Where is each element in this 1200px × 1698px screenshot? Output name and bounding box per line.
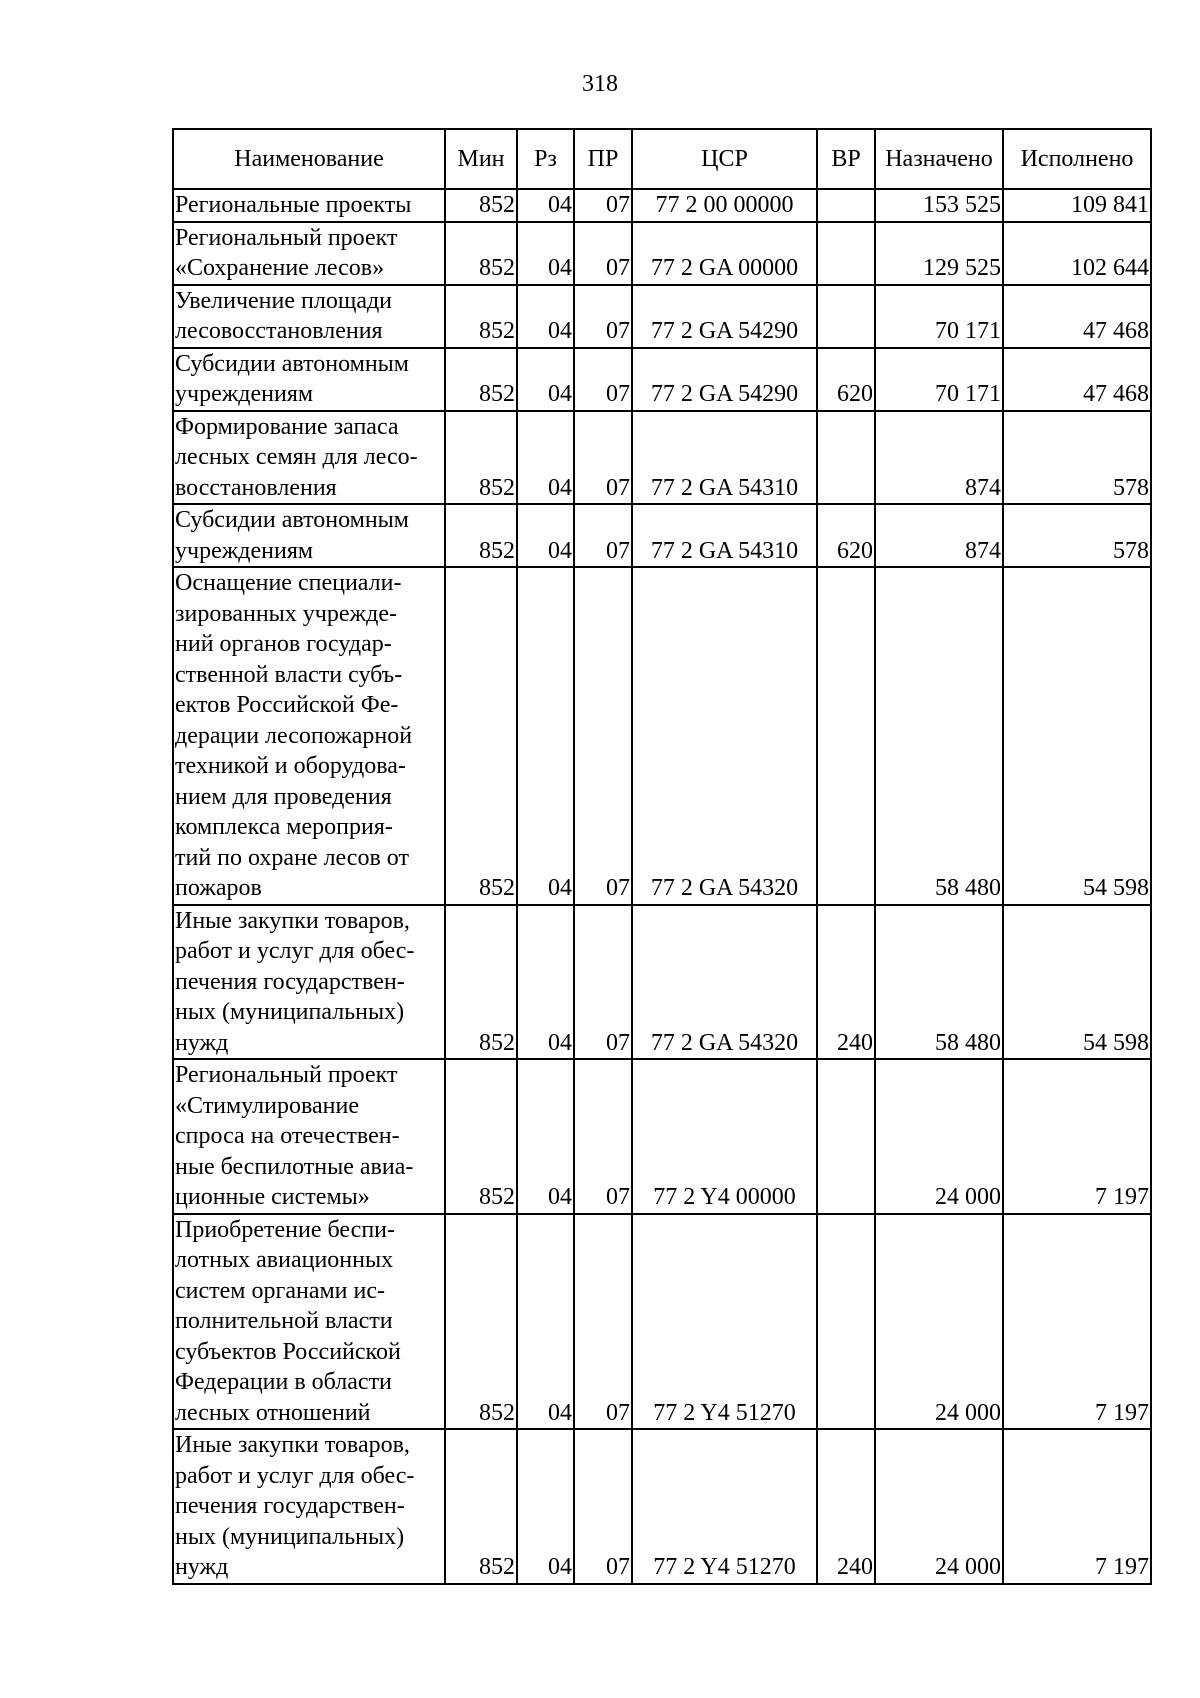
row-vr [817, 189, 875, 222]
header-csr: ЦСР [632, 129, 817, 189]
row-vr [817, 285, 875, 348]
row-name: Региональный проект «Стимулирование спроса на отечествен- ные беспилотные авиа- ционные системы» [173, 1059, 445, 1214]
header-name: Наименование [173, 129, 445, 189]
budget-table [172, 128, 1152, 1585]
row-name: Субсидии автономным учреждениям [173, 504, 445, 567]
row-pr: 07 [574, 567, 632, 905]
row-pr: 07 [574, 285, 632, 348]
row-min: 852 [445, 567, 517, 905]
row-executed: 7 197 [1003, 1059, 1151, 1214]
row-assigned: 874 [875, 504, 1003, 567]
row-csr: 77 2 Y4 51270 [632, 1214, 817, 1430]
row-executed: 102 644 [1003, 222, 1151, 285]
row-csr: 77 2 GA 54320 [632, 905, 817, 1060]
row-assigned: 24 000 [875, 1214, 1003, 1430]
row-name: Региональный проект «Сохранение лесов» [173, 222, 445, 285]
row-executed: 47 468 [1003, 285, 1151, 348]
table-header-row [173, 129, 1151, 189]
table-row [173, 285, 1151, 348]
row-vr: 620 [817, 504, 875, 567]
row-pr: 07 [574, 411, 632, 505]
row-executed: 7 197 [1003, 1429, 1151, 1584]
table-row [173, 905, 1151, 1060]
row-min: 852 [445, 1429, 517, 1584]
row-assigned: 874 [875, 411, 1003, 505]
table-row [173, 1214, 1151, 1430]
row-min: 852 [445, 348, 517, 411]
row-name: Иные закупки товаров, работ и услуг для обес- печения государствен- ных (муниципальных) нужд [173, 905, 445, 1060]
row-assigned: 24 000 [875, 1059, 1003, 1214]
row-rz: 04 [517, 1214, 574, 1430]
row-pr: 07 [574, 1059, 632, 1214]
header-min: Мин [445, 129, 517, 189]
row-executed: 109 841 [1003, 189, 1151, 222]
row-rz: 04 [517, 504, 574, 567]
row-assigned: 153 525 [875, 189, 1003, 222]
row-assigned: 70 171 [875, 285, 1003, 348]
row-name: Региональные проекты [173, 189, 445, 222]
row-rz: 04 [517, 1429, 574, 1584]
row-csr: 77 2 Y4 51270 [632, 1429, 817, 1584]
row-vr [817, 411, 875, 505]
table-row [173, 189, 1151, 222]
row-min: 852 [445, 285, 517, 348]
row-rz: 04 [517, 567, 574, 905]
row-min: 852 [445, 189, 517, 222]
row-executed: 54 598 [1003, 905, 1151, 1060]
row-vr [817, 222, 875, 285]
row-vr: 240 [817, 1429, 875, 1584]
row-min: 852 [445, 222, 517, 285]
row-executed: 7 197 [1003, 1214, 1151, 1430]
header-vr: ВР [817, 129, 875, 189]
row-name: Оснащение специали- зированных учрежде- ний органов государ- ственной власти субъ- ектов Российской Фе- дерации лесопожарной техникой и оборудова- нием для проведения комплекса мероприя- тий по охране лесов от пожаров [173, 567, 445, 905]
table-row [173, 411, 1151, 505]
row-vr [817, 567, 875, 905]
row-assigned: 58 480 [875, 905, 1003, 1060]
row-rz: 04 [517, 411, 574, 505]
row-rz: 04 [517, 285, 574, 348]
row-pr: 07 [574, 1214, 632, 1430]
row-vr: 620 [817, 348, 875, 411]
row-name: Иные закупки товаров, работ и услуг для обес- печения государствен- ных (муниципальных) нужд [173, 1429, 445, 1584]
row-pr: 07 [574, 222, 632, 285]
row-pr: 07 [574, 1429, 632, 1584]
header-rz: Рз [517, 129, 574, 189]
row-pr: 07 [574, 189, 632, 222]
table-row [173, 1429, 1151, 1584]
row-name: Формирование запаса лесных семян для лесо- восстановления [173, 411, 445, 505]
row-csr: 77 2 Y4 00000 [632, 1059, 817, 1214]
page-number: 318 [582, 71, 618, 97]
row-name: Субсидии автономным учреждениям [173, 348, 445, 411]
row-vr [817, 1214, 875, 1430]
row-min: 852 [445, 411, 517, 505]
row-rz: 04 [517, 348, 574, 411]
table-row [173, 504, 1151, 567]
row-executed: 578 [1003, 504, 1151, 567]
row-csr: 77 2 GA 54320 [632, 567, 817, 905]
row-rz: 04 [517, 1059, 574, 1214]
row-executed: 578 [1003, 411, 1151, 505]
row-csr: 77 2 00 00000 [632, 189, 817, 222]
row-rz: 04 [517, 905, 574, 1060]
row-pr: 07 [574, 905, 632, 1060]
row-assigned: 24 000 [875, 1429, 1003, 1584]
row-min: 852 [445, 504, 517, 567]
row-rz: 04 [517, 222, 574, 285]
row-vr [817, 1059, 875, 1214]
row-pr: 07 [574, 348, 632, 411]
row-min: 852 [445, 1214, 517, 1430]
header-executed: Исполнено [1003, 129, 1151, 189]
header-pr: ПР [574, 129, 632, 189]
row-csr: 77 2 GA 54310 [632, 504, 817, 567]
row-executed: 47 468 [1003, 348, 1151, 411]
table-row [173, 348, 1151, 411]
row-min: 852 [445, 905, 517, 1060]
row-assigned: 70 171 [875, 348, 1003, 411]
row-csr: 77 2 GA 00000 [632, 222, 817, 285]
row-assigned: 58 480 [875, 567, 1003, 905]
table-row [173, 567, 1151, 905]
row-vr: 240 [817, 905, 875, 1060]
row-rz: 04 [517, 189, 574, 222]
row-assigned: 129 525 [875, 222, 1003, 285]
table-row [173, 222, 1151, 285]
row-pr: 07 [574, 504, 632, 567]
table-row [173, 1059, 1151, 1214]
row-name: Увеличение площади лесовосстановления [173, 285, 445, 348]
row-csr: 77 2 GA 54310 [632, 411, 817, 505]
row-csr: 77 2 GA 54290 [632, 285, 817, 348]
row-csr: 77 2 GA 54290 [632, 348, 817, 411]
row-min: 852 [445, 1059, 517, 1214]
header-assigned: Назначено [875, 129, 1003, 189]
row-executed: 54 598 [1003, 567, 1151, 905]
row-name: Приобретение беспи- лотных авиационных систем органами ис- полнительной власти субъектов Российской Федерации в области лесных отношений [173, 1214, 445, 1430]
